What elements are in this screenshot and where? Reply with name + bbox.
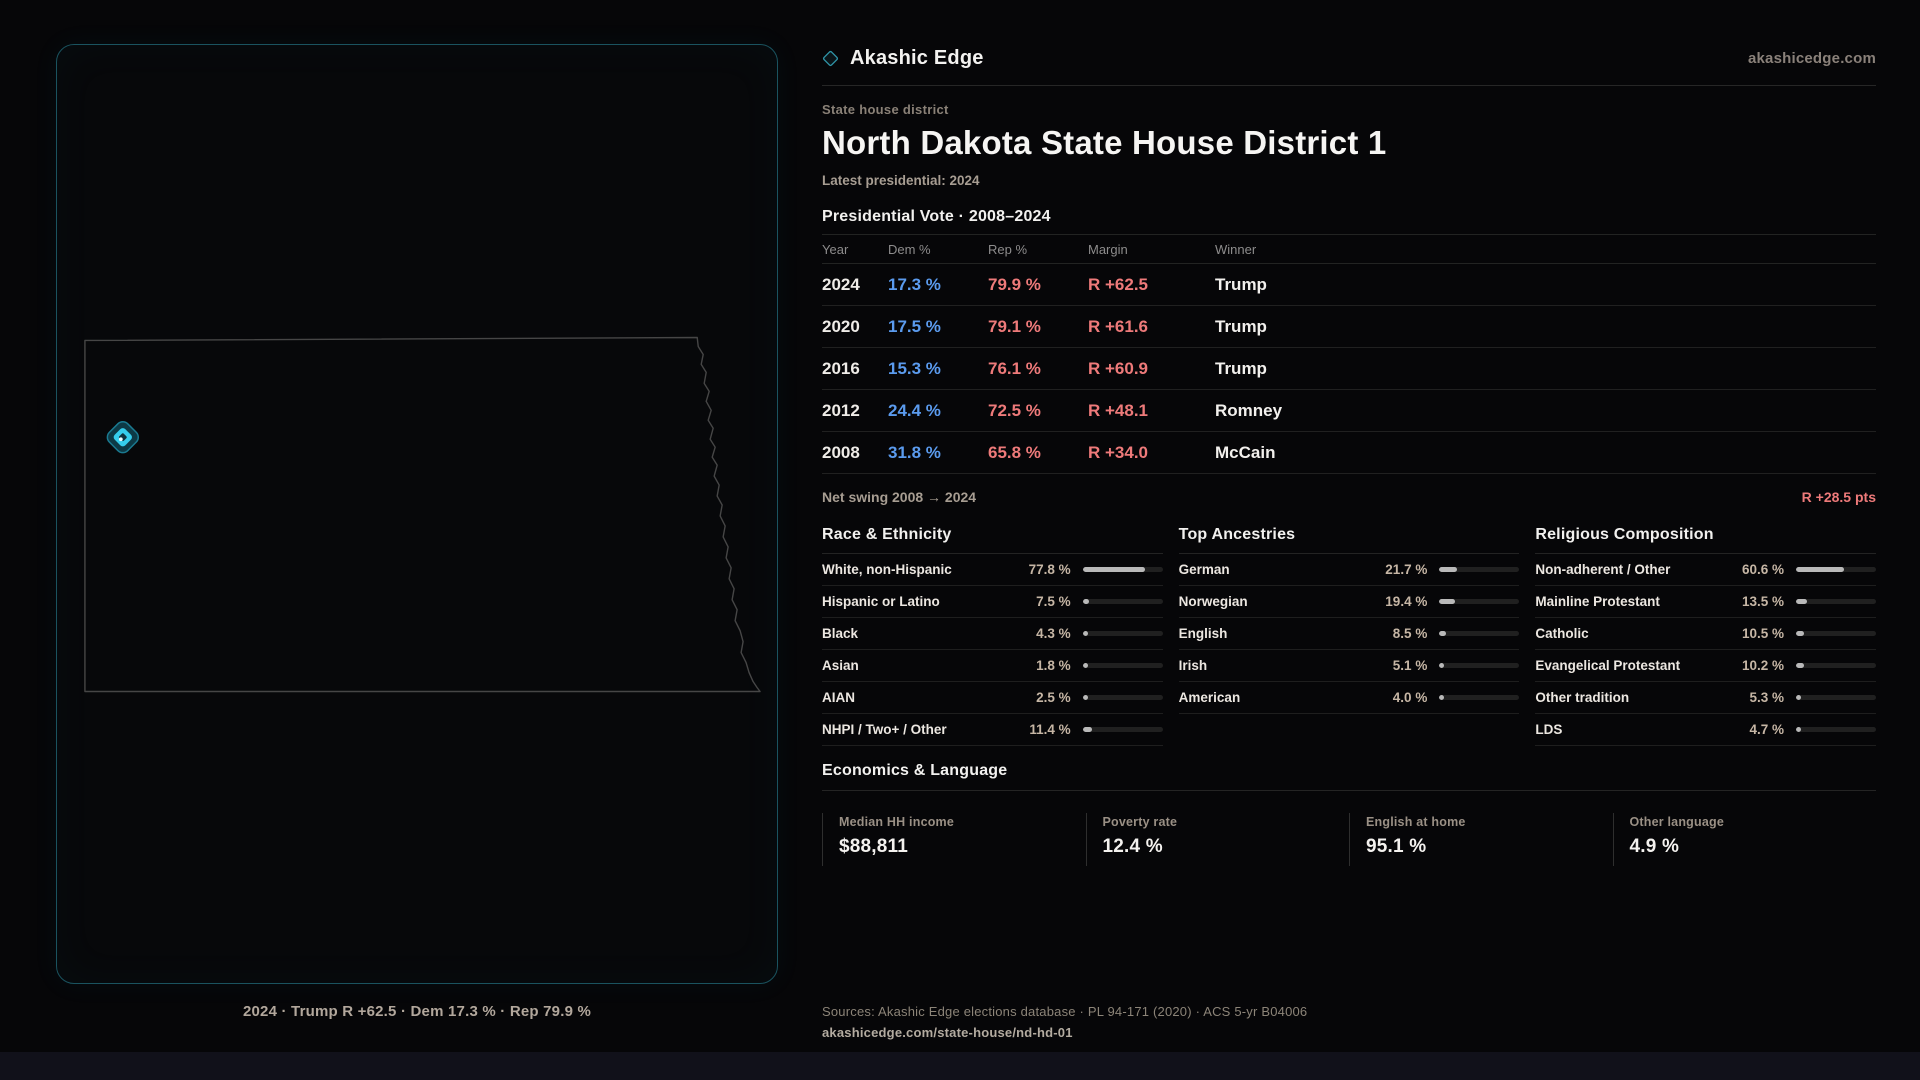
demo-bar [1439,695,1519,700]
demo-label: Other tradition [1535,690,1630,705]
stat-cell [1613,813,1877,866]
stat-label: Poverty rate [1102,815,1178,829]
demo-bar-fill [1796,631,1804,636]
list-item [1535,682,1876,714]
demo-value: 10.5 % [1741,626,1784,641]
demo-bar [1796,727,1876,732]
table-row [822,306,1876,348]
permalink-url[interactable]: akashicedge.com/state-house/nd-hd-01 [822,1025,1073,1040]
margin-cell: R +48.1 [1088,400,1149,420]
demo-value: 1.8 % [1036,658,1071,673]
brand-row [822,44,1876,72]
margin-cell: R +62.5 [1088,274,1149,294]
demo-label: German [1178,562,1230,577]
rep-cell: 79.9 % [988,274,1041,294]
vote-table-header [822,234,1876,264]
list-item [1535,554,1876,586]
demo-bar-fill [1796,599,1807,604]
demo-bar [1796,567,1876,572]
demo-bar-fill [1083,567,1145,572]
demo-label: Hispanic or Latino [822,594,940,609]
demo-label: LDS [1535,722,1563,737]
demo-bar [1083,599,1163,604]
winner-cell: Romney [1215,400,1283,420]
stat-value: 4.9 % [1629,836,1680,857]
list-item [1179,554,1520,586]
demo-bar [1439,663,1519,668]
demo-bar [1439,631,1519,636]
list-item [1179,618,1520,650]
demo-label: Evangelical Protestant [1535,658,1681,673]
demo-bar-fill [1083,727,1092,732]
winner-cell: Trump [1215,316,1267,336]
demo-value: 13.5 % [1741,594,1784,609]
column-header: Winner [1215,241,1257,257]
map-caption: 2024 · Trump R +62.5 · Dem 17.3 % · Rep 79.9 % [242,1003,592,1020]
demo-label: NHPI / Two+ / Other [822,722,947,737]
demo-value: 4.3 % [1036,626,1071,641]
demo-label: English [1178,626,1228,641]
dem-cell: 17.3 % [888,274,941,294]
margin-cell: R +61.6 [1088,316,1149,336]
footer [822,1004,1307,1040]
dem-cell: 24.4 % [888,400,941,420]
demo-bar [1439,567,1519,572]
list-item [822,618,1163,650]
demo-bar [1083,567,1163,572]
list-item [822,586,1163,618]
stat-cell [1086,813,1350,866]
year-cell: 2012 [822,400,860,420]
demo-value: 77.8 % [1028,562,1071,577]
eyebrow-label: State house district [822,102,949,117]
net-swing-row [822,474,1876,520]
demo-bar-fill [1796,727,1801,732]
demo-value: 8.5 % [1392,626,1428,641]
demo-bar-fill [1796,567,1844,572]
demo-bar [1083,695,1163,700]
demo-value: 5.1 % [1392,658,1428,673]
dem-cell: 15.3 % [888,358,941,378]
demo-label: American [1178,690,1241,705]
demo-bar-fill [1083,631,1088,636]
stat-label: Other language [1629,815,1724,829]
list-item [1535,618,1876,650]
winner-cell: Trump [1215,274,1267,294]
vote-table-heading: Presidential Vote · 2008–2024 [822,208,1051,225]
list-item [822,682,1163,714]
stat-cell [822,813,1086,866]
demo-value: 2.5 % [1036,690,1071,705]
page-title: North Dakota State House District 1 [822,124,1387,161]
demo-value: 19.4 % [1385,594,1428,609]
list-item [1179,682,1520,714]
stat-label: English at home [1366,815,1466,829]
demo-value: 5.3 % [1749,690,1784,705]
north-dakota-outline [85,337,760,691]
stat-value: $88,811 [839,836,909,857]
district-map-card [56,44,778,984]
demographics-column-title: Race & Ethnicity [822,526,1163,554]
demo-bar-fill [1796,663,1804,668]
demo-bar-fill [1439,663,1444,668]
demo-label: Norwegian [1178,594,1248,609]
demo-label: Mainline Protestant [1535,594,1660,609]
demo-bar-fill [1439,567,1456,572]
north-dakota-map [57,45,777,983]
district-panel [822,44,1876,866]
demo-value: 11.4 % [1029,722,1071,737]
stat-cell [1349,813,1613,866]
sources-line: Sources: Akashic Edge elections database · PL 94-171 (2020) · ACS 5-yr B04006 [822,1004,1308,1019]
rep-cell: 72.5 % [988,400,1041,420]
winner-cell: McCain [1215,442,1276,462]
demo-bar-fill [1083,695,1088,700]
demo-bar [1083,631,1163,636]
column-header: Dem % [888,241,931,257]
demo-bar [1083,663,1163,668]
list-item [822,650,1163,682]
demo-label: Non-adherent / Other [1535,562,1671,577]
demo-value: 60.6 % [1741,562,1784,577]
list-item [1179,650,1520,682]
presidential-vote-table [822,234,1876,474]
demo-bar-fill [1439,631,1446,636]
demographics-column-title: Religious Composition [1535,526,1876,554]
demo-value: 7.5 % [1036,594,1071,609]
rep-cell: 79.1 % [988,316,1041,336]
margin-cell: R +34.0 [1088,442,1149,462]
list-item [1535,586,1876,618]
list-item [1179,586,1520,618]
vote-table-body [822,264,1876,474]
rep-cell: 65.8 % [988,442,1041,462]
brand-domain-link[interactable]: akashicedge.com [1747,49,1876,67]
column-header: Rep % [988,241,1028,257]
table-row [822,348,1876,390]
table-row [822,432,1876,474]
demo-bar-fill [1083,599,1089,604]
dem-cell: 31.8 % [888,442,941,462]
demo-bar [1083,727,1163,732]
column-header: Margin [1088,241,1128,257]
demo-label: Irish [1178,658,1208,673]
demo-bar-fill [1083,663,1088,668]
net-swing-value: R +28.5 pts [1801,489,1876,505]
header-divider [822,85,1876,86]
stat-value: 12.4 % [1102,836,1163,857]
demo-label: White, non-Hispanic [822,562,952,577]
demo-label: Black [822,626,859,641]
list-item [822,714,1163,746]
demographics-column [1535,526,1876,746]
demo-label: Asian [822,658,859,673]
stat-value: 95.1 % [1366,836,1427,857]
demo-bar [1796,599,1876,604]
demographics-column [822,526,1163,746]
demo-bar [1796,631,1876,636]
brand [822,47,984,70]
latest-presidential-label: Latest presidential: 2024 [822,173,980,188]
demo-label: AIAN [822,690,855,705]
demo-value: 10.2 % [1741,658,1784,673]
demo-bar-fill [1439,695,1444,700]
year-cell: 2020 [822,316,860,336]
dem-cell: 17.5 % [888,316,941,336]
economics-stats-row [822,813,1876,866]
demographics-grid [822,526,1876,746]
demographics-column-title: Top Ancestries [1179,526,1520,554]
diamond-logo-icon [822,50,839,67]
demo-bar [1439,599,1519,604]
year-cell: 2008 [822,442,860,462]
table-row [822,264,1876,306]
table-row [822,390,1876,432]
demo-bar-fill [1796,695,1801,700]
net-swing-label: Net swing 2008 → 2024 [822,489,977,505]
demographics-column [1179,526,1520,746]
bottom-strip [0,1052,1920,1080]
margin-cell: R +60.9 [1088,358,1149,378]
demo-value: 21.7 % [1385,562,1428,577]
list-item [1535,714,1876,746]
year-cell: 2016 [822,358,860,378]
demo-bar-fill [1439,599,1455,604]
year-cell: 2024 [822,274,860,294]
demo-value: 4.7 % [1749,722,1784,737]
list-item [1535,650,1876,682]
rep-cell: 76.1 % [988,358,1041,378]
winner-cell: Trump [1215,358,1267,378]
column-header: Year [822,241,849,257]
brand-name: Akashic Edge [850,46,984,69]
demo-bar [1796,663,1876,668]
economics-heading: Economics & Language [822,762,1876,791]
stat-label: Median HH income [839,815,955,829]
district-marker-icon [104,419,141,456]
demo-bar [1796,695,1876,700]
demo-value: 4.0 % [1392,690,1428,705]
demo-label: Catholic [1535,626,1589,641]
list-item [822,554,1163,586]
